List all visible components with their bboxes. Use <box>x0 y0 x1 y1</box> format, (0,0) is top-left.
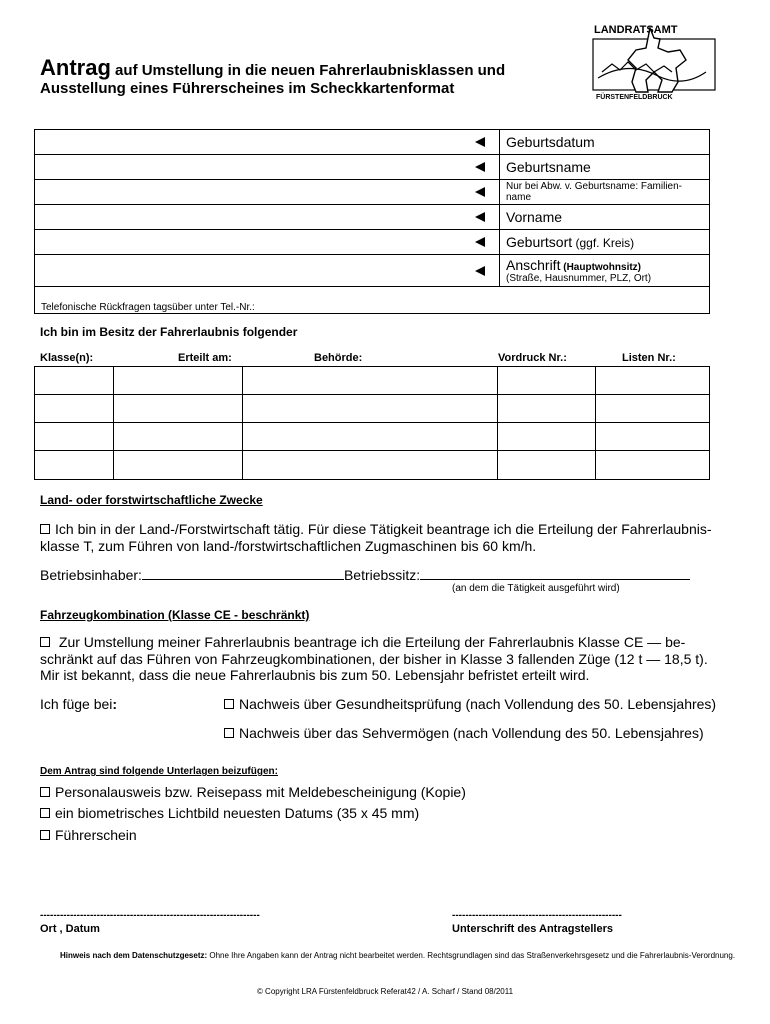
col-vordruck: Vordruck Nr.: <box>498 352 567 364</box>
col-behoerde: Behörde: <box>314 352 363 364</box>
logo-bottom-text: FÜRSTENFELDBRUCK <box>596 94 673 101</box>
agri-heading: Land- oder forstwirtschaftliche Zwecke <box>40 493 263 507</box>
col-listen: Listen Nr.: <box>622 352 676 364</box>
cell-erteilt[interactable] <box>114 423 243 451</box>
form-title <box>40 55 505 81</box>
combo-checkbox[interactable] <box>40 637 50 647</box>
owner-line[interactable] <box>142 568 344 580</box>
attach-colon: : <box>112 696 118 712</box>
label-geburtsdatum: Geburtsdatum <box>506 134 595 150</box>
cell-klasse[interactable] <box>35 423 114 451</box>
license-heading: Ich bin im Besitz der Fahrerlaubnis folgender <box>40 325 298 339</box>
cell-klasse[interactable] <box>35 451 114 479</box>
site-label: Betriebssitz: <box>343 567 421 583</box>
col-erteilt: Erteilt am: <box>178 352 232 364</box>
cell-behoerde[interactable] <box>243 451 498 479</box>
row-vorname[interactable] <box>35 205 709 230</box>
cell-klasse[interactable] <box>35 367 114 395</box>
combo-text-2: schränkt auf das Führen von Fahrzeugkombinationen, der bisher in Klasse 3 fallenden Züge (12 t — 18,5 t). <box>40 651 708 667</box>
copyright: © Copyright LRA Fürstenfeldbruck Referat42 / A. Scharf / Stand 08/2011 <box>256 987 514 996</box>
table-row <box>35 423 709 451</box>
license-table <box>34 366 710 480</box>
cell-listen[interactable] <box>596 395 709 423</box>
cell-listen[interactable] <box>596 423 709 451</box>
label-anschrift-sub: (Straße, Hausnummer, PLZ, Ort) <box>506 273 652 284</box>
agri-text-1: Ich bin in der Land-/Forstwirtschaft tätig. Für diese Tätigkeit beantrage ich die Erteilung der Fahrerlaubnis- <box>40 520 712 538</box>
agri-checkbox[interactable] <box>40 524 50 534</box>
cell-klasse[interactable] <box>35 395 114 423</box>
title-big: Antrag <box>40 55 111 80</box>
table-row <box>35 367 709 395</box>
cell-vordruck[interactable] <box>498 423 596 451</box>
site-note: (an dem die Tätigkeit ausgeführt wird) <box>452 583 620 594</box>
combo-text-1: Zur Umstellung meiner Fahrerlaubnis beantrage ich die Erteilung der Fahrerlaubnis Klasse CE — be- <box>40 633 685 651</box>
phone-label: Telefonische Rückfragen tagsüber unter Tel.-Nr.: <box>41 302 255 313</box>
row-familienname[interactable] <box>35 180 709 205</box>
cell-behoerde[interactable] <box>243 395 498 423</box>
row-geburtsname[interactable] <box>35 155 709 180</box>
place-date-label: Ort , Datum <box>40 923 100 935</box>
logo-top-text: LANDRATSAMT <box>594 24 678 36</box>
label-geburtsort: Geburtsort <box>506 234 573 250</box>
cell-vordruck[interactable] <box>498 367 596 395</box>
label-anschrift-suffix: (Hauptwohnsitz) <box>560 262 642 273</box>
landratsamt-logo <box>588 20 718 102</box>
cell-listen[interactable] <box>596 367 709 395</box>
doc-item-3: Führerschein <box>40 826 137 844</box>
cell-erteilt[interactable] <box>114 395 243 423</box>
owner-field <box>40 566 690 584</box>
row-geburtsdatum[interactable] <box>35 130 709 155</box>
label-familienname-2: name <box>506 192 532 203</box>
table-row <box>35 395 709 423</box>
arrow-left-icon <box>475 230 491 254</box>
docs-heading: Dem Antrag sind folgende Unterlagen beizufügen: <box>40 766 278 777</box>
arrow-left-icon <box>475 130 491 154</box>
place-date-line[interactable]: ------------------------------------------------------------------ <box>40 910 260 921</box>
privacy-notice: Hinweis nach dem Datenschutzgesetz: Ohne Ihre Angaben kann der Antrag nicht bearbeitet werden. Rechtsgrundlagen sind das Straßenverkehrsgesetz und die Fahrerlaubnis-Verordnung. <box>60 951 736 960</box>
attach-2-checkbox[interactable] <box>224 728 234 738</box>
arrow-left-icon <box>475 180 491 204</box>
row-geburtsort[interactable] <box>35 230 709 255</box>
title-rest: auf Umstellung in die neuen Fahrerlaubnisklassen und <box>110 62 506 79</box>
cell-vordruck[interactable] <box>498 451 596 479</box>
cell-erteilt[interactable] <box>114 367 243 395</box>
table-row <box>35 451 709 479</box>
attach-1-checkbox[interactable] <box>224 699 234 709</box>
cell-erteilt[interactable] <box>114 451 243 479</box>
form-subtitle: Ausstellung eines Führerscheines im Scheckkartenformat <box>40 80 455 97</box>
label-geburtsname: Geburtsname <box>506 159 591 175</box>
agri-text-2: klasse T, zum Führen von land-/forstwirtschaftlichen Zugmaschinen bis 60 km/h. <box>40 538 537 554</box>
arrow-left-icon <box>475 155 491 179</box>
cell-behoerde[interactable] <box>243 367 498 395</box>
label-geburtsort-suffix: (ggf. Kreis) <box>572 236 635 250</box>
doc-item-2: ein biometrisches Lichtbild neuesten Datums (35 x 45 mm) <box>40 804 419 822</box>
label-familienname: Nur bei Abw. v. Geburtsname: Familien- <box>506 181 682 192</box>
attach-label: Ich füge bei: <box>40 696 118 712</box>
owner-label: Betriebsinhaber: <box>40 567 142 583</box>
arrow-left-icon <box>475 205 491 229</box>
arrow-left-icon <box>475 255 491 286</box>
combo-heading: Fahrzeugkombination (Klasse CE - beschränkt) <box>40 608 310 622</box>
label-vorname: Vorname <box>506 209 563 225</box>
row-anschrift[interactable] <box>35 255 709 287</box>
cell-vordruck[interactable] <box>498 395 596 423</box>
doc-2-checkbox[interactable] <box>40 808 50 818</box>
site-line[interactable] <box>420 568 690 580</box>
attach-2: Nachweis über das Sehvermögen (nach Vollendung des 50. Lebensjahres) <box>224 724 704 742</box>
attach-1: Nachweis über Gesundheitsprüfung (nach Vollendung des 50. Lebensjahres) <box>224 695 716 713</box>
doc-1-checkbox[interactable] <box>40 787 50 797</box>
signature-line[interactable]: --------------------------------------------------- <box>452 910 622 921</box>
cell-behoerde[interactable] <box>243 423 498 451</box>
cell-listen[interactable] <box>596 451 709 479</box>
signature-label: Unterschrift des Antragstellers <box>452 923 613 935</box>
combo-text-3: Mir ist bekannt, dass die neue Fahrerlaubnis bis zum 50. Lebensjahr befristet erteilt wird. <box>40 667 590 683</box>
col-klasse: Klasse(n): <box>40 352 94 364</box>
doc-item-1: Personalausweis bzw. Reisepass mit Meldebescheinigung (Kopie) <box>40 783 466 801</box>
personal-data-table <box>34 129 710 314</box>
label-anschrift: Anschrift <box>506 257 561 273</box>
doc-3-checkbox[interactable] <box>40 830 50 840</box>
